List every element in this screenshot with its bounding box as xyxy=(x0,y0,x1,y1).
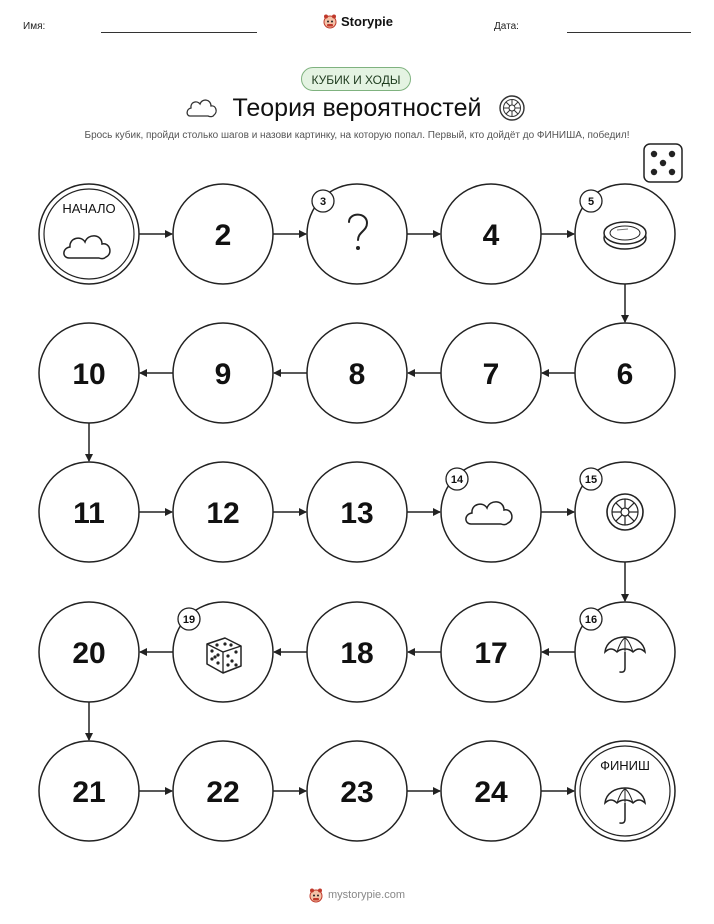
board-cell-23 xyxy=(307,741,407,841)
coin-icon xyxy=(604,222,646,249)
board-cells xyxy=(39,184,675,841)
board-cell-finish xyxy=(575,741,675,841)
cell-badge-number: 3 xyxy=(319,196,327,208)
cell-number: 17 xyxy=(474,637,508,670)
cell-number: 7 xyxy=(482,358,500,391)
name-label: Имя: xyxy=(23,21,46,32)
board-cell-15 xyxy=(575,462,675,562)
cell-number: 8 xyxy=(348,358,366,391)
cell-number: 20 xyxy=(72,637,106,670)
topic-badge: КУБИК И ХОДЫ xyxy=(301,67,411,91)
board-cell-17 xyxy=(441,602,541,702)
title-text: Теория вероятностей xyxy=(232,94,482,122)
board-cell-21 xyxy=(39,741,139,841)
board-cell-13 xyxy=(307,462,407,562)
board-cell-19 xyxy=(173,602,273,702)
board-cell-11 xyxy=(39,462,139,562)
board-cell-12 xyxy=(173,462,273,562)
cell-number: 12 xyxy=(206,497,240,530)
cell-badge-number: 16 xyxy=(584,614,598,626)
board-cell-7 xyxy=(441,323,541,423)
cell-number: 2 xyxy=(214,219,232,252)
board-cell-24 xyxy=(441,741,541,841)
cell-number: 18 xyxy=(340,637,374,670)
cell-number: 9 xyxy=(214,358,232,391)
board-cell-14 xyxy=(441,462,541,562)
board-cell-4 xyxy=(441,184,541,284)
cell-badge-number: 19 xyxy=(182,614,196,626)
footer xyxy=(308,887,405,903)
board-cell-20 xyxy=(39,602,139,702)
cell-badge-number: 5 xyxy=(587,196,595,208)
board-cell-16 xyxy=(575,602,675,702)
board-cell-6 xyxy=(575,323,675,423)
footer-url[interactable]: mystorypie.com xyxy=(328,889,406,901)
cell-circle xyxy=(39,184,139,284)
board-cell-22 xyxy=(173,741,273,841)
cell-number: 6 xyxy=(616,358,634,391)
cell-number: 21 xyxy=(72,776,106,809)
finish-label: ФИНИШ xyxy=(600,758,650,773)
start-label: НАЧАЛО xyxy=(62,201,116,216)
cell-number: 10 xyxy=(72,358,106,391)
brand-name: Storypie xyxy=(341,13,394,29)
board-cell-10 xyxy=(39,323,139,423)
board-cell-5 xyxy=(575,184,675,284)
cell-number: 4 xyxy=(482,219,500,252)
cell-number: 23 xyxy=(340,776,374,809)
board-cell-18 xyxy=(307,602,407,702)
board-cell-start xyxy=(39,184,139,284)
instructions: Брось кубик, пройди столько шагов и назови картинку, на которую попал. Первый, кто дойдёт до ФИНИША, победил! xyxy=(84,130,630,141)
cell-number: 24 xyxy=(474,776,508,809)
board-cell-9 xyxy=(173,323,273,423)
storypie-mascot-icon xyxy=(308,887,324,903)
board-cell-2 xyxy=(173,184,273,284)
date-label: Дата: xyxy=(494,21,519,32)
cell-number: 11 xyxy=(73,497,105,530)
cell-number: 22 xyxy=(206,776,240,809)
cell-badge-number: 14 xyxy=(450,474,464,486)
board-cell-8 xyxy=(307,323,407,423)
cell-badge-number: 15 xyxy=(584,474,598,486)
board-cell-3 xyxy=(307,184,407,284)
cell-number: 13 xyxy=(340,497,374,530)
